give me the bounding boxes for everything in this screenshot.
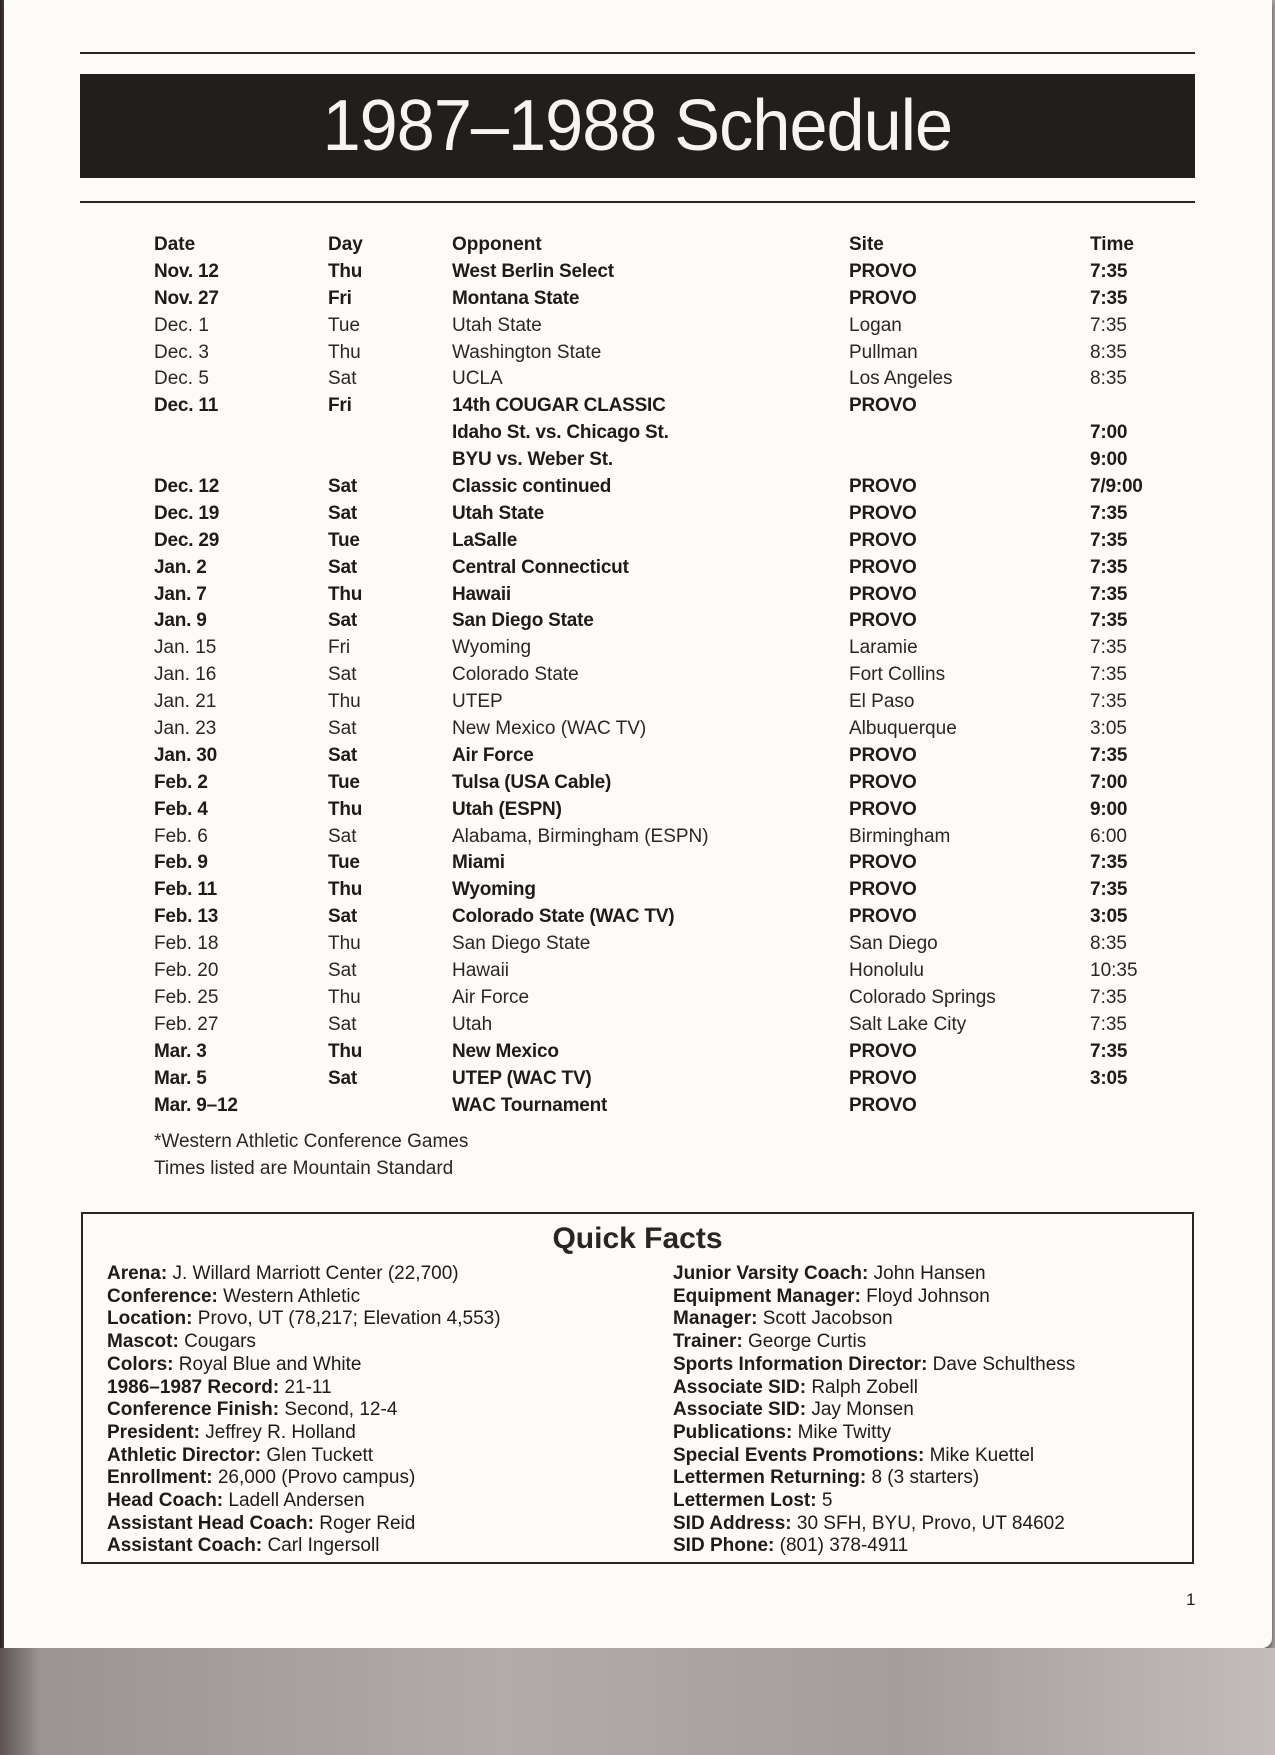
cell-opponent: WAC Tournament (452, 1094, 608, 1116)
cell-opponent: Alabama, Birmingham (ESPN) (452, 825, 709, 847)
schedule-row (154, 985, 1154, 1012)
fact-label: Associate SID: (673, 1376, 807, 1398)
fact-label: Lettermen Returning: (673, 1467, 867, 1489)
cell-day: Thu (328, 879, 363, 901)
fact-label: Assistant Coach: (107, 1535, 263, 1557)
cell-time: 9:00 (1090, 449, 1128, 471)
cell-site: PROVO (849, 583, 917, 605)
cell-time: 7:00 (1090, 771, 1128, 793)
schedule-row (154, 1012, 1154, 1039)
cell-time: 7:35 (1090, 1040, 1128, 1062)
cell-day: Sat (328, 368, 357, 390)
cell-time: 7:35 (1090, 691, 1127, 713)
schedule-row (154, 689, 1154, 716)
cell-day: Thu (328, 341, 361, 363)
cell-day: Sat (328, 556, 357, 578)
cell-site: PROVO (849, 1067, 917, 1089)
fact-label: Trainer: (673, 1331, 743, 1353)
cell-date: Feb. 9 (154, 852, 208, 874)
fact-value: Royal Blue and White (173, 1353, 362, 1375)
cell-site: PROVO (849, 529, 917, 551)
cell-time: 8:35 (1090, 933, 1127, 955)
cell-date: Dec. 12 (154, 476, 220, 498)
fact-label: Enrollment: (107, 1467, 213, 1489)
fact-item (107, 1490, 501, 1513)
cell-day: Sat (328, 744, 357, 766)
cell-day: Tue (328, 771, 360, 793)
cell-date: Jan. 2 (154, 556, 207, 578)
fact-label: Assistant Head Coach: (107, 1512, 314, 1534)
cell-time: 7:35 (1090, 287, 1128, 309)
cell-opponent: New Mexico (WAC TV) (452, 718, 647, 740)
fact-item (673, 1286, 1075, 1309)
fact-label: Colors: (107, 1353, 174, 1375)
fact-label: SID Phone: (673, 1535, 775, 1557)
cell-opponent: Utah State (452, 502, 544, 524)
schedule-row (154, 393, 1154, 420)
cell-date: Feb. 11 (154, 879, 218, 901)
fact-value: 26,000 (Provo campus) (212, 1467, 416, 1489)
schedule-header-row (154, 232, 1154, 259)
cell-opponent: UCLA (452, 368, 503, 390)
cell-site: PROVO (849, 744, 917, 766)
cell-date: Mar. 5 (154, 1067, 207, 1089)
cell-time: 7:35 (1090, 556, 1128, 578)
cell-opponent: Utah (ESPN) (452, 798, 562, 820)
cell-date: Feb. 18 (154, 933, 219, 955)
cell-day: Sat (328, 476, 357, 498)
schedule-rows (154, 259, 1154, 1120)
fact-label: Conference Finish: (107, 1399, 280, 1421)
page-title: 1987–1988 Schedule (322, 86, 953, 166)
fact-value: Jay Monsen (806, 1399, 914, 1421)
cell-opponent: Hawaii (452, 960, 510, 982)
fact-label: Manager: (673, 1308, 758, 1330)
schedule-row (154, 635, 1154, 662)
cell-opponent: Colorado State (452, 664, 579, 686)
scanner-background (0, 1648, 1275, 1755)
schedule-row (154, 286, 1154, 313)
schedule-row (154, 313, 1154, 340)
fact-item (107, 1513, 501, 1536)
cell-date: Nov. 12 (154, 260, 219, 282)
cell-site: PROVO (849, 287, 917, 309)
cell-opponent: Hawaii (452, 583, 511, 605)
fact-value: Dave Schulthess (927, 1353, 1076, 1375)
cell-site: Salt Lake City (849, 1013, 967, 1035)
cell-day: Sat (328, 664, 357, 686)
cell-time: 3:05 (1090, 906, 1128, 928)
quick-facts-box (81, 1212, 1194, 1564)
cell-opponent: Air Force (452, 986, 530, 1008)
fact-value: 30 SFH, BYU, Provo, UT 84602 (791, 1512, 1065, 1534)
cell-opponent: San Diego State (452, 933, 591, 955)
cell-date: Feb. 2 (154, 771, 208, 793)
fact-item (673, 1490, 1075, 1513)
header-day: Day (328, 234, 363, 255)
cell-time: 7:35 (1090, 610, 1128, 632)
schedule-row (154, 447, 1154, 474)
fact-label: Equipment Manager: (673, 1285, 861, 1307)
fact-value: Cougars (178, 1331, 256, 1353)
fact-item (673, 1422, 1075, 1445)
cell-opponent: BYU vs. Weber St. (452, 449, 613, 471)
cell-opponent: LaSalle (452, 529, 518, 551)
fact-item (107, 1445, 501, 1468)
cell-day: Thu (328, 260, 363, 282)
fact-item (107, 1286, 501, 1309)
header-time: Time (1090, 234, 1135, 255)
fact-value: Scott Jacobson (757, 1308, 893, 1330)
cell-date: Nov. 27 (154, 287, 219, 309)
fact-item (107, 1422, 501, 1445)
note-wac-games: *Western Athletic Conference Games (154, 1131, 469, 1152)
fact-item (107, 1467, 501, 1490)
cell-date: Jan. 16 (154, 664, 217, 686)
cell-site: PROVO (849, 771, 917, 793)
cell-opponent: Colorado State (WAC TV) (452, 906, 675, 928)
cell-day: Thu (328, 691, 361, 713)
fact-item (107, 1308, 501, 1331)
cell-day: Thu (328, 933, 361, 955)
schedule-row (154, 608, 1154, 635)
cell-time: 7:35 (1090, 664, 1127, 686)
schedule-row (154, 528, 1154, 555)
cell-opponent: Utah State (452, 314, 542, 336)
fact-value: Jeffrey R. Holland (199, 1421, 356, 1443)
fact-item (107, 1377, 501, 1400)
fact-label: Arena: (107, 1263, 168, 1284)
fact-item (673, 1263, 1075, 1286)
cell-time: 7:35 (1090, 260, 1128, 282)
cell-date: Feb. 20 (154, 960, 219, 982)
cell-time: 7:35 (1090, 637, 1127, 659)
fact-value: (801) 378-4911 (774, 1535, 909, 1557)
cell-time: 6:00 (1090, 825, 1127, 847)
cell-opponent: Air Force (452, 744, 534, 766)
cell-date: Feb. 13 (154, 906, 219, 928)
fact-value: 5 (816, 1490, 833, 1512)
cell-date: Feb. 4 (154, 798, 208, 820)
fact-value: Mike Kuettel (924, 1444, 1035, 1466)
fact-value: J. Willard Marriott Center (22,700) (167, 1263, 459, 1284)
cell-date: Dec. 1 (154, 314, 209, 336)
cell-opponent: Montana State (452, 287, 580, 309)
fact-item (673, 1308, 1075, 1331)
cell-day: Sat (328, 825, 357, 847)
schedule-row (154, 716, 1154, 743)
cell-time: 7:35 (1090, 744, 1128, 766)
fact-label: Athletic Director: (107, 1444, 262, 1466)
fact-item (107, 1354, 501, 1377)
cell-site: San Diego (849, 933, 938, 955)
schedule-row (154, 850, 1154, 877)
cell-site: Colorado Springs (849, 986, 996, 1008)
cell-time: 7:35 (1090, 314, 1127, 336)
cell-date: Mar. 3 (154, 1040, 207, 1062)
cell-day: Tue (328, 852, 360, 874)
cell-date: Dec. 19 (154, 502, 220, 524)
cell-day: Fri (328, 287, 352, 309)
schedule-row (154, 1093, 1154, 1120)
fact-label: Special Events Promotions: (673, 1444, 925, 1466)
cell-day: Sat (328, 1067, 357, 1089)
cell-time: 7:35 (1090, 852, 1128, 874)
cell-time: 7:35 (1090, 529, 1128, 551)
schedule-row (154, 474, 1154, 501)
fact-label: Conference: (107, 1285, 218, 1307)
fact-value: Second, 12-4 (279, 1399, 398, 1421)
cell-day: Thu (328, 583, 363, 605)
fact-item (673, 1445, 1075, 1468)
cell-day: Thu (328, 798, 363, 820)
fact-value: Ralph Zobell (806, 1376, 918, 1398)
cell-opponent: UTEP (452, 691, 503, 713)
fact-item (673, 1513, 1075, 1536)
fact-item (107, 1331, 501, 1354)
schedule-row (154, 824, 1154, 851)
cell-site: Pullman (849, 341, 918, 363)
cell-site: PROVO (849, 556, 917, 578)
fact-item (107, 1535, 501, 1558)
schedule-notes (154, 1128, 468, 1182)
cell-opponent: New Mexico (452, 1040, 559, 1062)
schedule-row (154, 797, 1154, 824)
cell-site: PROVO (849, 879, 917, 901)
cell-time: 7/9:00 (1090, 476, 1143, 498)
cell-opponent: West Berlin Select (452, 260, 614, 282)
fact-label: Associate SID: (673, 1399, 807, 1421)
cell-site: El Paso (849, 691, 915, 713)
title-banner (80, 74, 1195, 178)
fact-value: Western Athletic (217, 1285, 361, 1307)
cell-time: 10:35 (1090, 960, 1138, 982)
schedule-table (154, 232, 1154, 1119)
fact-item (673, 1354, 1075, 1377)
quick-facts-right-column (673, 1263, 1075, 1558)
cell-site: Logan (849, 314, 902, 336)
cell-opponent: Classic continued (452, 476, 612, 498)
cell-day: Sat (328, 502, 357, 524)
cell-opponent: Washington State (452, 341, 602, 363)
cell-opponent: San Diego State (452, 610, 594, 632)
fact-value: Floyd Johnson (860, 1285, 990, 1307)
cell-date: Dec. 29 (154, 529, 220, 551)
schedule-row (154, 904, 1154, 931)
schedule-row (154, 582, 1154, 609)
cell-opponent: Wyoming (452, 637, 532, 659)
fact-label: SID Address: (673, 1512, 792, 1534)
fact-value: Provo, UT (78,217; Elevation 4,553) (192, 1308, 501, 1330)
fact-item (673, 1377, 1075, 1400)
cell-opponent: 14th COUGAR CLASSIC (452, 395, 666, 417)
cell-site: PROVO (849, 610, 917, 632)
fact-value: Carl Ingersoll (262, 1535, 380, 1557)
cell-opponent: UTEP (WAC TV) (452, 1067, 592, 1089)
fact-item (673, 1331, 1075, 1354)
cell-time: 7:00 (1090, 422, 1128, 444)
cell-site: Honolulu (849, 960, 924, 982)
cell-site: PROVO (849, 502, 917, 524)
schedule-row (154, 770, 1154, 797)
cell-opponent: Utah (452, 1013, 493, 1035)
cell-date: Jan. 7 (154, 583, 207, 605)
cell-date: Jan. 15 (154, 637, 217, 659)
cell-time: 7:35 (1090, 502, 1128, 524)
fact-label: 1986–1987 Record: (107, 1376, 280, 1398)
fact-item (673, 1399, 1075, 1422)
cell-date: Jan. 23 (154, 718, 217, 740)
document-page (4, 0, 1272, 1648)
cell-day: Sat (328, 960, 357, 982)
fact-label: Head Coach: (107, 1490, 224, 1512)
top-rule (80, 52, 1195, 54)
schedule-row (154, 877, 1154, 904)
schedule-row (154, 555, 1154, 582)
schedule-row (154, 366, 1154, 393)
fact-label: Lettermen Lost: (673, 1490, 817, 1512)
header-site: Site (849, 234, 884, 255)
quick-facts-left-column (107, 1263, 501, 1558)
cell-date: Feb. 25 (154, 986, 219, 1008)
cell-opponent: Wyoming (452, 879, 536, 901)
cell-date: Jan. 9 (154, 610, 207, 632)
cell-site: Fort Collins (849, 664, 946, 686)
fact-item (107, 1263, 501, 1286)
cell-site: PROVO (849, 906, 917, 928)
fact-label: Junior Varsity Coach: (673, 1263, 869, 1284)
schedule-row (154, 931, 1154, 958)
cell-date: Feb. 6 (154, 825, 208, 847)
fact-value: Roger Reid (313, 1512, 416, 1534)
cell-day: Tue (328, 529, 360, 551)
cell-day: Thu (328, 1040, 363, 1062)
cell-site: PROVO (849, 260, 917, 282)
cell-site: PROVO (849, 1040, 917, 1062)
cell-site: Laramie (849, 637, 918, 659)
schedule-row (154, 1066, 1154, 1093)
schedule-row (154, 501, 1154, 528)
fact-value: John Hansen (868, 1263, 986, 1284)
cell-site: PROVO (849, 395, 917, 417)
cell-time: 7:35 (1090, 583, 1128, 605)
schedule-row (154, 420, 1154, 447)
schedule-row (154, 743, 1154, 770)
cell-date: Jan. 21 (154, 691, 217, 713)
schedule-row (154, 340, 1154, 367)
fact-value: Mike Twitty (792, 1421, 892, 1443)
cell-time: 7:35 (1090, 1013, 1127, 1035)
fact-value: Glen Tuckett (261, 1444, 374, 1466)
cell-date: Mar. 9–12 (154, 1094, 238, 1116)
note-time-zone: Times listed are Mountain Standard (154, 1158, 454, 1179)
fact-value: 21-11 (279, 1376, 332, 1398)
fact-item (107, 1399, 501, 1422)
cell-day: Sat (328, 610, 357, 632)
fact-label: Publications: (673, 1421, 793, 1443)
cell-time: 3:05 (1090, 718, 1127, 740)
schedule-row (154, 958, 1154, 985)
cell-time: 9:00 (1090, 798, 1128, 820)
title-bottom-rule (80, 201, 1195, 203)
cell-site: PROVO (849, 1094, 917, 1116)
schedule-row (154, 1039, 1154, 1066)
fact-label: Mascot: (107, 1331, 179, 1353)
cell-opponent: Central Connecticut (452, 556, 629, 578)
cell-site: PROVO (849, 852, 917, 874)
cell-opponent: Miami (452, 852, 505, 874)
cell-day: Sat (328, 906, 357, 928)
cell-date: Jan. 30 (154, 744, 218, 766)
cell-day: Thu (328, 986, 361, 1008)
quick-facts-title: Quick Facts (552, 1222, 723, 1255)
page-number: 1 (1186, 1590, 1196, 1609)
cell-time: 7:35 (1090, 986, 1127, 1008)
cell-date: Dec. 5 (154, 368, 209, 390)
header-date: Date (154, 234, 196, 255)
cell-opponent: Tulsa (USA Cable) (452, 771, 612, 793)
cell-site: PROVO (849, 798, 917, 820)
cell-date: Dec. 11 (154, 395, 219, 417)
cell-day: Sat (328, 718, 357, 740)
cell-date: Feb. 27 (154, 1013, 219, 1035)
fact-value: Ladell Andersen (223, 1490, 365, 1512)
cell-day: Sat (328, 1013, 357, 1035)
schedule-row (154, 662, 1154, 689)
fact-label: Sports Information Director: (673, 1353, 928, 1375)
cell-time: 8:35 (1090, 341, 1127, 363)
header-opponent: Opponent (452, 234, 542, 255)
schedule-row (154, 259, 1154, 286)
cell-site: Albuquerque (849, 718, 957, 740)
fact-label: Location: (107, 1308, 193, 1330)
cell-time: 8:35 (1090, 368, 1127, 390)
fact-label: President: (107, 1421, 200, 1443)
cell-time: 7:35 (1090, 879, 1128, 901)
cell-opponent: Idaho St. vs. Chicago St. (452, 422, 669, 444)
fact-value: George Curtis (742, 1331, 867, 1353)
cell-site: Los Angeles (849, 368, 953, 390)
fact-value: 8 (3 starters) (866, 1467, 980, 1489)
cell-site: Birmingham (849, 825, 951, 847)
cell-day: Fri (328, 395, 352, 417)
fact-item (673, 1467, 1075, 1490)
cell-time: 3:05 (1090, 1067, 1128, 1089)
fact-item (673, 1535, 1075, 1558)
cell-day: Tue (328, 314, 361, 336)
cell-site: PROVO (849, 476, 917, 498)
cell-day: Fri (328, 637, 351, 659)
cell-date: Dec. 3 (154, 341, 209, 363)
